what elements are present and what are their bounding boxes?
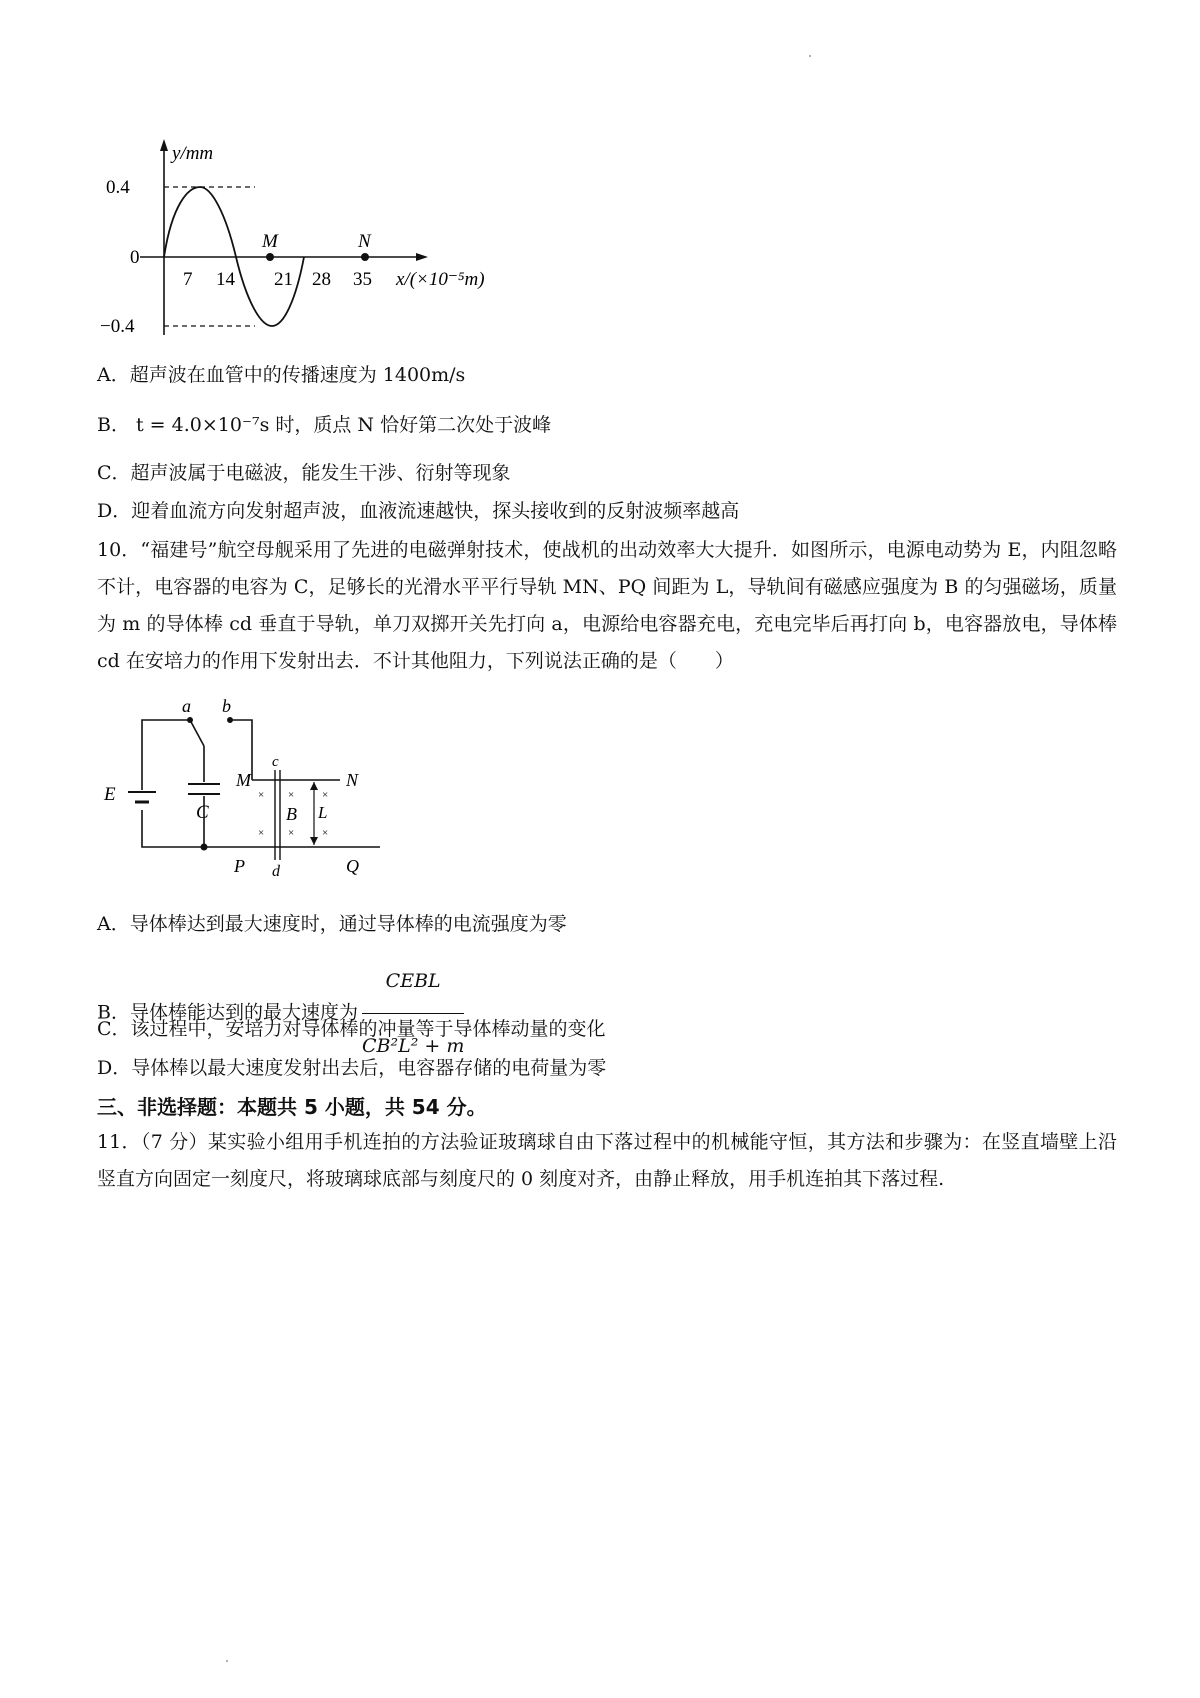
q9-option-d: D．迎着血流方向发射超声波，血液流速越快，探头接收到的反射波频率越高 xyxy=(97,500,740,522)
x-tick: 7 xyxy=(183,269,193,290)
q10-option-c: C．该过程中，安培力对导体棒的冲量等于导体棒动量的变化 xyxy=(97,1018,606,1040)
q10-stem: 10．“福建号”航空母舰采用了先进的电磁弹射技术，使战机的出动效率大大提升．如图所示，电源电动势为 E，内阻忽略不计，电容器的电容为 C，足够长的光滑水平平行导轨 MN、PQ 间距为 L，导轨间有磁感应强度为 B 的匀强磁场，质量为 m 的导体棒 cd 垂直于导轨，单刀双掷开关先打向 a，电源给电容器充电，充电完毕后再打向 b，电容器放电，导体棒 cd 在安培力的作用下发射出去．不计其他阻力，下列说法正确的是（ ） xyxy=(97,539,1117,672)
svg-text:×: × xyxy=(288,827,295,839)
y-tick: −0.4 xyxy=(100,316,135,335)
svg-text:×: × xyxy=(258,827,265,839)
label-q: Q xyxy=(346,856,359,876)
label-d-rod: d xyxy=(272,863,280,880)
q9-option-a: A．超声波在血管中的传播速度为 1400m/s xyxy=(97,364,466,386)
q9-option-b: B． t = 4.0×10⁻⁷s 时，质点 N 恰好第二次处于波峰 xyxy=(97,414,552,436)
wave-graph xyxy=(100,135,540,339)
x-tick: 21 xyxy=(274,269,293,290)
label-c-capacitor: C xyxy=(196,802,209,823)
scan-dot xyxy=(226,1660,228,1662)
label-a: a xyxy=(182,696,191,716)
label-e: E xyxy=(104,784,116,805)
svg-text:×: × xyxy=(288,789,295,801)
x-tick: 28 xyxy=(312,269,331,290)
svg-text:×: × xyxy=(258,789,265,801)
section-heading: 三、非选择题：本题共 5 小题，共 54 分。 xyxy=(97,1095,487,1119)
point-n-label: N xyxy=(358,231,371,252)
label-c-rod: c xyxy=(272,754,279,770)
x-tick: 35 xyxy=(353,269,372,290)
y-axis-label: y/mm xyxy=(172,143,214,164)
label-b-switch: b xyxy=(222,696,231,716)
q10-option-a: A．导体棒达到最大速度时，通过导体棒的电流强度为零 xyxy=(97,913,567,935)
label-n: N xyxy=(346,770,359,790)
y-tick: 0.4 xyxy=(106,177,130,198)
y-tick: 0 xyxy=(130,247,140,268)
label-l: L xyxy=(318,803,328,822)
x-tick: 14 xyxy=(216,269,235,290)
q9-option-c: C．超声波属于电磁波，能发生干涉、衍射等现象 xyxy=(97,462,511,484)
scan-dot xyxy=(809,55,811,57)
point-m-label: M xyxy=(262,231,278,252)
q10-option-d: D．导体棒以最大速度发射出去后，电容器存储的电荷量为零 xyxy=(97,1057,607,1079)
x-axis-label: x/(×10⁻⁵m) xyxy=(396,269,485,290)
label-p: P xyxy=(234,856,245,876)
label-b-field: B xyxy=(286,804,297,824)
svg-text:×: × xyxy=(322,827,329,839)
circuit-diagram xyxy=(100,690,380,884)
fraction-numerator: CEBL xyxy=(362,951,464,1014)
q11-text: 11．（7 分）某实验小组用手机连拍的方法验证玻璃球自由下落过程中的机械能守恒，其方法和步骤为：在竖直墙壁上沿竖直方向固定一刻度尺，将玻璃球底部与刻度尺的 0 刻度对齐，由静止释放，用手机连拍其下落过程. xyxy=(97,1131,1117,1190)
q10-option-b-text: B．导体棒能达到的最大速度为 xyxy=(97,1001,358,1024)
fraction-denominator: CB²L² + m xyxy=(361,1035,465,1057)
label-m: M xyxy=(236,770,251,790)
svg-text:×: × xyxy=(322,789,329,801)
